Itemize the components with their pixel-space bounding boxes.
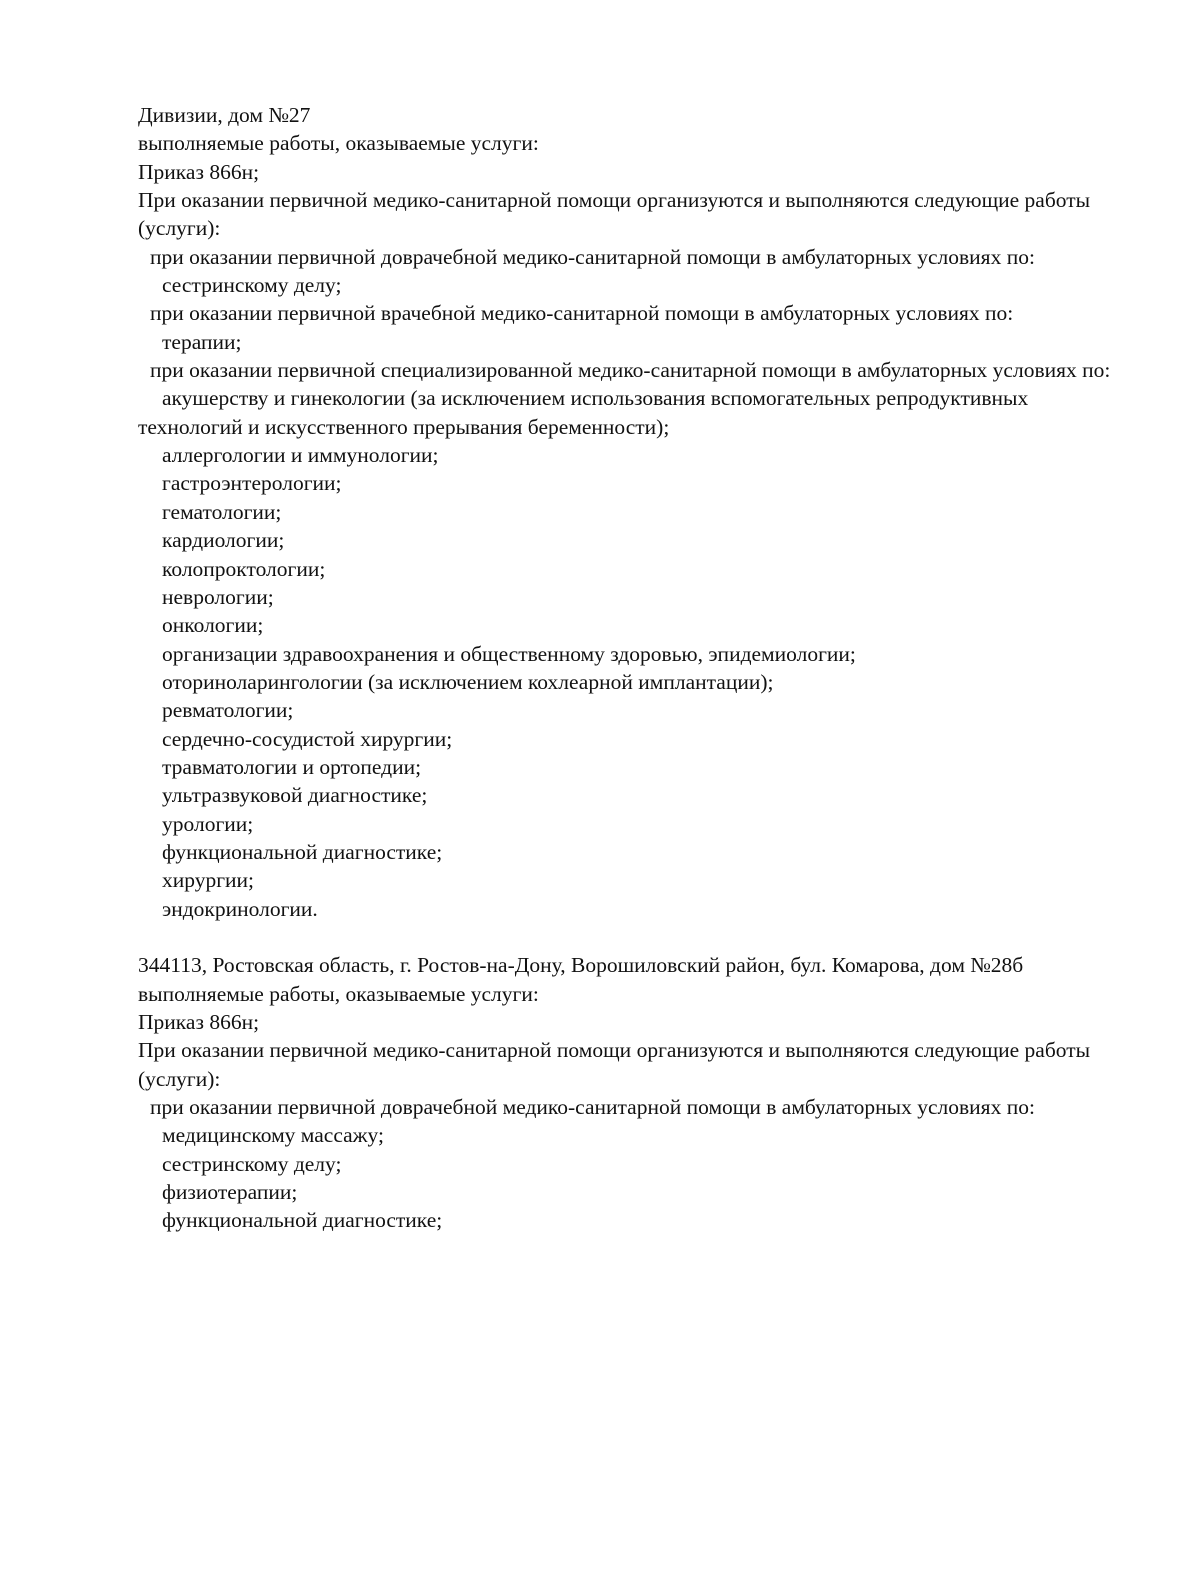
order-reference: Приказ 866н; bbox=[138, 159, 260, 184]
works-label: выполняемые работы, оказываемые услуги: bbox=[138, 131, 539, 156]
list-item: онкологии; bbox=[162, 613, 264, 638]
list-item: организации здравоохранения и общественному здоровью, эпидемиологии; bbox=[162, 641, 856, 666]
list-item: сердечно-сосудистой хирургии; bbox=[162, 726, 453, 751]
list-item: аллергологии и иммунологии; bbox=[162, 443, 439, 468]
list-item: ревматологии; bbox=[162, 698, 294, 723]
list-item: сестринскому делу; bbox=[162, 273, 342, 298]
list-item: функциональной диагностике; bbox=[162, 839, 443, 864]
works-label: выполняемые работы, оказываемые услуги: bbox=[138, 981, 539, 1006]
list-item: эндокринологии. bbox=[162, 896, 318, 921]
list-item: урологии; bbox=[162, 811, 254, 836]
list-item: травматологии и ортопедии; bbox=[162, 754, 422, 779]
list-item: гематологии; bbox=[162, 499, 282, 524]
list-item: неврологии; bbox=[162, 584, 274, 609]
order-reference: Приказ 866н; bbox=[138, 1010, 260, 1034]
list-item: гастроэнтерологии; bbox=[162, 471, 342, 496]
address-line: 344113, Ростовская область, г. Ростов-на-Дону, Ворошиловский район, бул. Комарова, дом №28б bbox=[138, 953, 1024, 978]
section-2 bbox=[138, 951, 1123, 1234]
section-1 bbox=[138, 101, 1123, 923]
list-item: функциональной диагностике; bbox=[162, 1208, 443, 1233]
list-item: колопроктологии; bbox=[162, 556, 326, 581]
group-heading: при оказании первичной врачебной медико-санитарной помощи в амбулаторных условиях по: bbox=[150, 301, 1014, 326]
address-line: Дивизии, дом №27 bbox=[138, 103, 311, 127]
list-item: физиотерапии; bbox=[162, 1180, 298, 1205]
intro-paragraph: При оказании первичной медико-санитарной помощи организуются и выполняются следующие работы (услуги): bbox=[138, 1038, 1096, 1091]
list-item: акушерству и гинекологии (за исключением использования вспомогательных репродуктивных технологий и искусственного прерывания беременности); bbox=[138, 386, 1034, 439]
group-heading: при оказании первичной доврачебной медико-санитарной помощи в амбулаторных условиях по: bbox=[150, 1095, 1035, 1120]
section-spacer bbox=[138, 923, 1123, 951]
group-heading: при оказании первичной доврачебной медико-санитарной помощи в амбулаторных условиях по: bbox=[150, 244, 1035, 269]
list-item: терапии; bbox=[162, 329, 242, 354]
list-item: хирургии; bbox=[162, 868, 255, 893]
list-item: сестринскому делу; bbox=[162, 1151, 342, 1176]
list-item: оториноларингологии (за исключением кохлеарной имплантации); bbox=[162, 669, 774, 694]
intro-paragraph: При оказании первичной медико-санитарной помощи организуются и выполняются следующие работы (услуги): bbox=[138, 188, 1096, 241]
list-item: медицинскому массажу; bbox=[162, 1123, 384, 1148]
document-page bbox=[138, 101, 1123, 1235]
list-item: кардиологии; bbox=[162, 528, 285, 553]
group-heading: при оказании первичной специализированной медико-санитарной помощи в амбулаторных условиях по: bbox=[150, 358, 1111, 383]
list-item: ультразвуковой диагностике; bbox=[162, 783, 428, 808]
